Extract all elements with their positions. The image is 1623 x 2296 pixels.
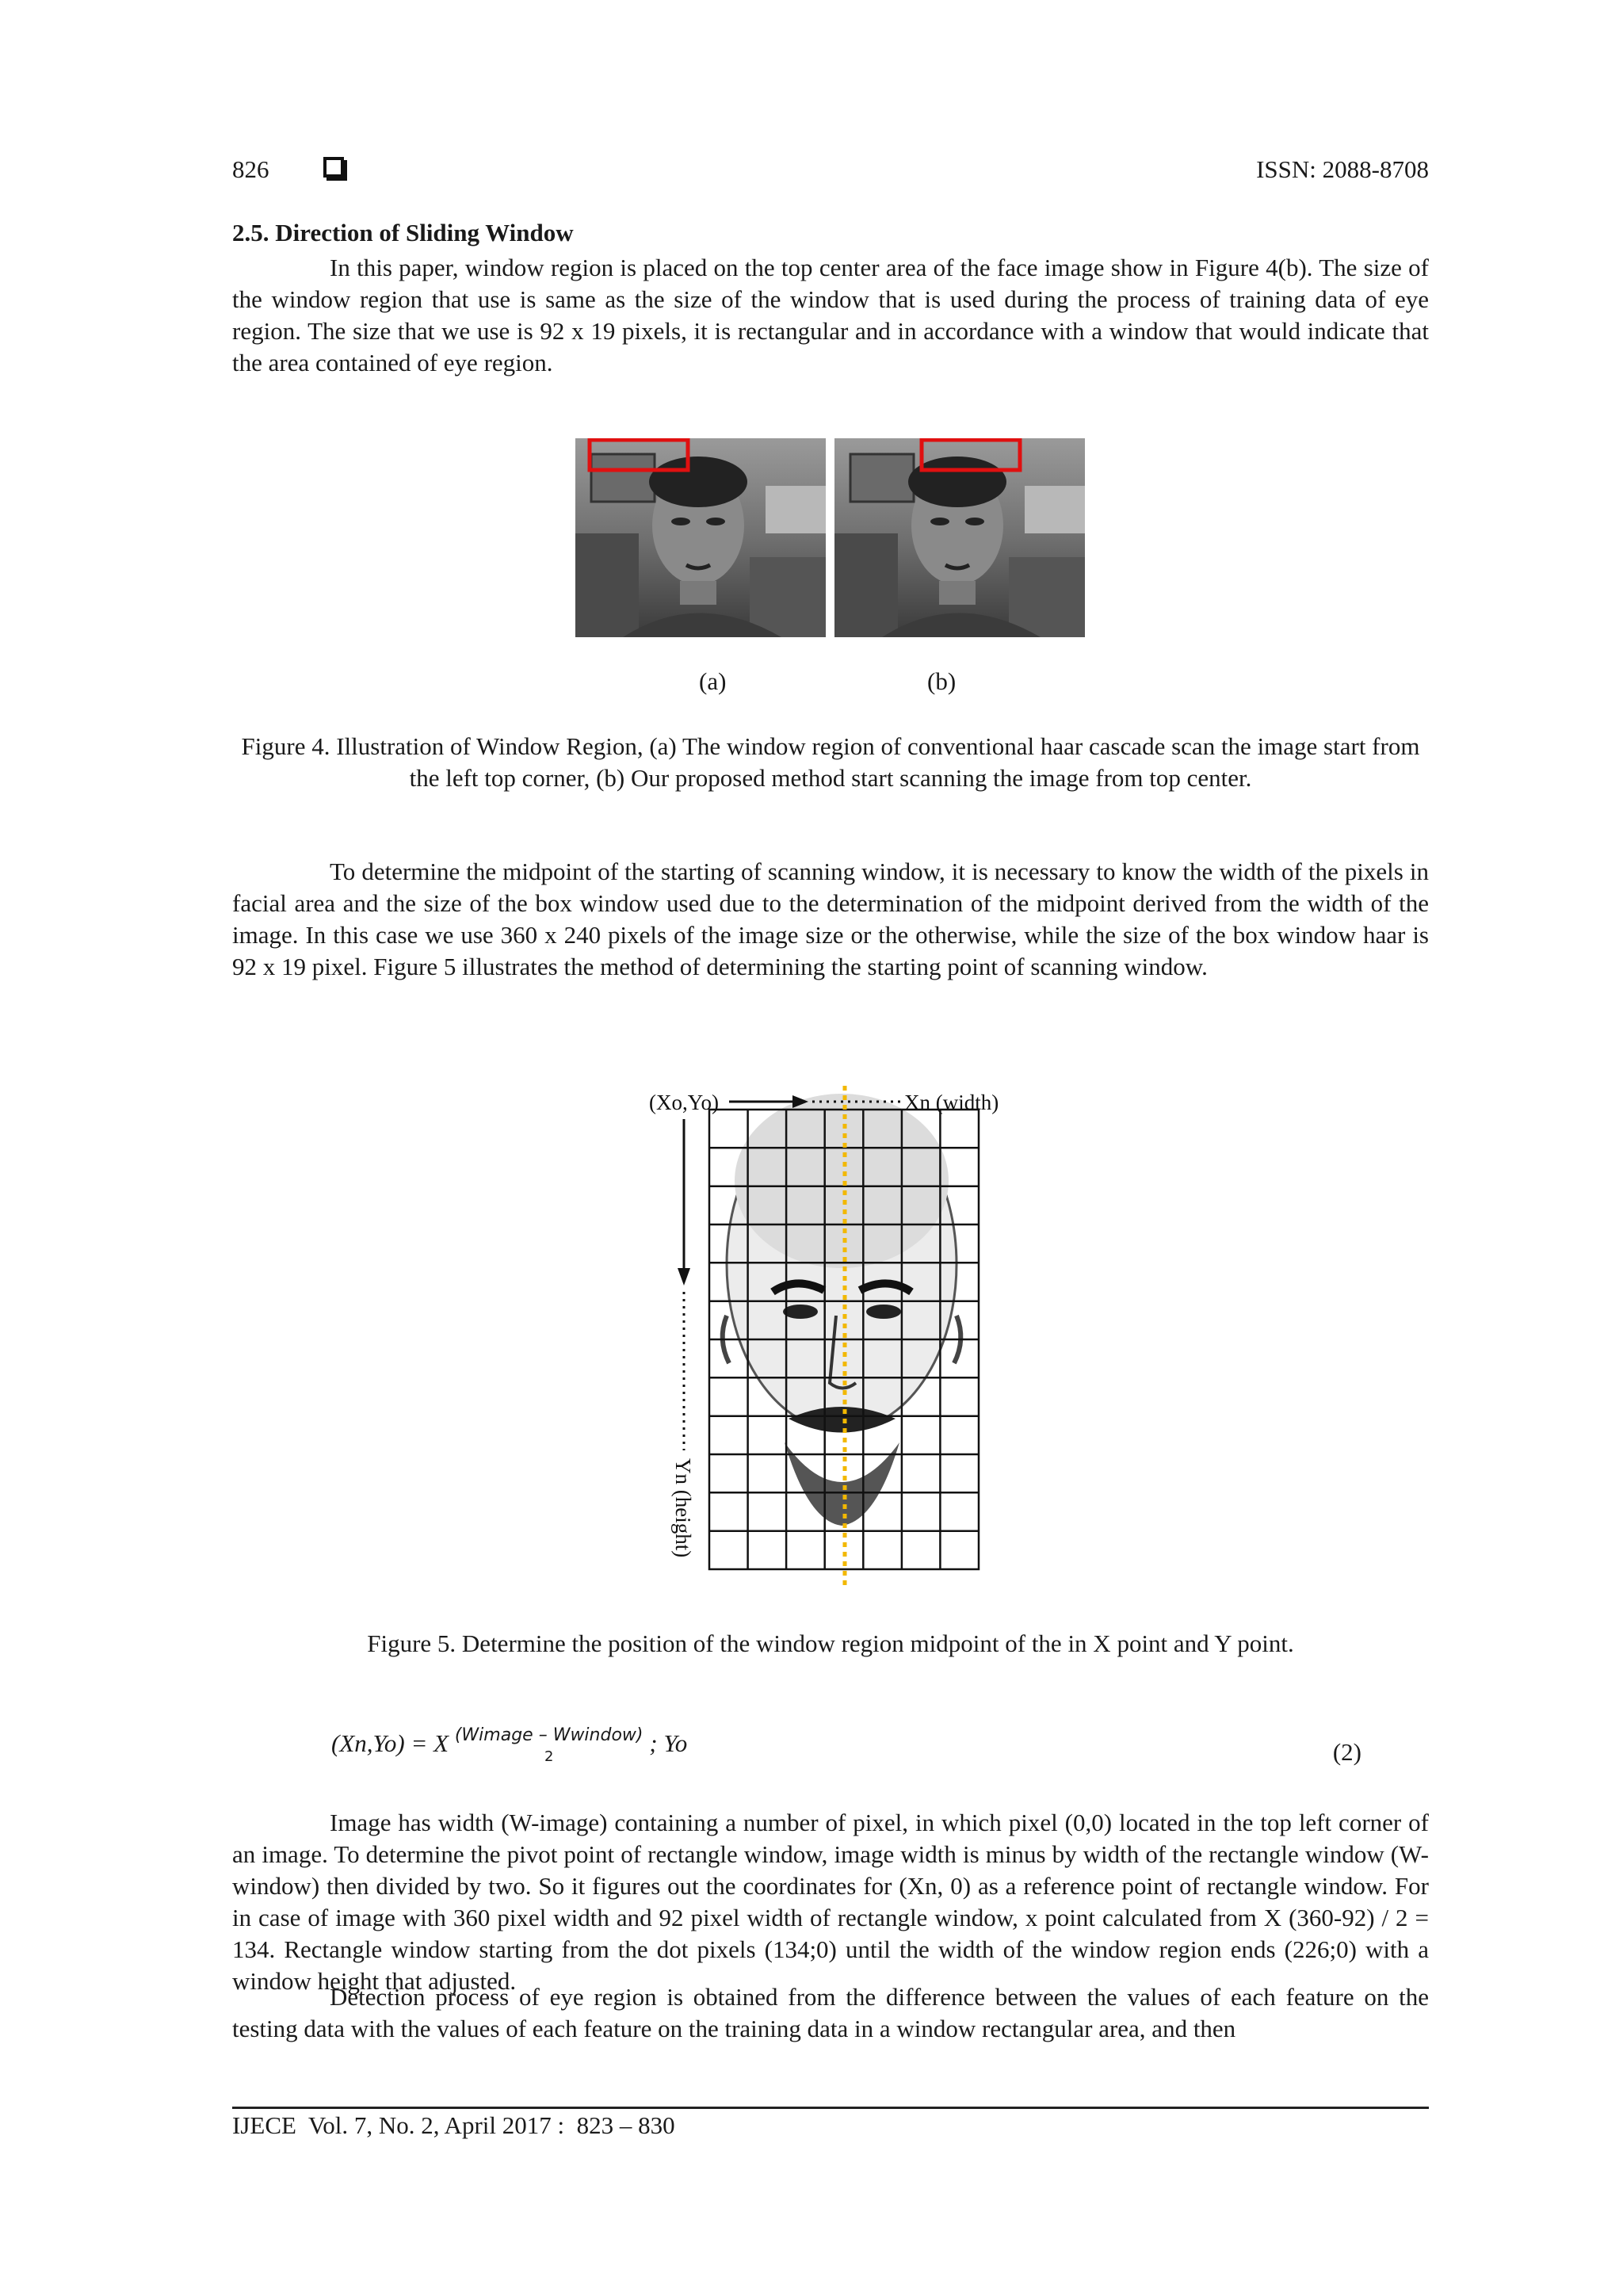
equation-fraction [455,1725,643,1767]
section-heading: 2.5. Direction of Sliding Window [232,219,574,246]
figure5-diagram [646,1078,1018,1601]
paragraph-4: Detection process of eye region is obtained from the difference between the values of each feature on the testing data with the values of each feature on the training data in a window rectangular area, and then [232,1983,1429,2042]
equation-rhs: ; Yo [649,1729,688,1758]
header-box-icon [323,157,344,178]
label-width: Xn (width) [904,1091,999,1114]
equation-number: (2) [1332,1738,1361,1766]
issn: ISSN: 2088-8708 [1256,155,1429,183]
figure4-label-a: (a) [699,667,727,695]
label-height: Yn (height) [671,1458,695,1558]
figure5-caption: Figure 5. Determine the position of the window region midpoint of the in X point and Y point. [367,1629,1294,1657]
figure4-caption: Figure 4. Illustration of Window Region, (a) The window region of conventional haar cascade scan the image start from the left top corner, (b) Our proposed method start scanning the image from top center. [241,732,1420,792]
equation-2 [331,1725,687,1767]
footer-rule [232,2107,1429,2109]
figure4-image-b [834,438,1085,637]
paragraph-2: To determine the midpoint of the starting of scanning window, it is necessary to know the width of the pixels in facial area and the size of the box window used due to the determination of the midpoint derived from the width of the image. In this case we use 360 x 240 pixels of the image size or the otherwise, while the size of the box window haar is 92 x 19 pixel. Figure 5 illustrates the method of determining the starting point of scanning window. [232,858,1429,980]
equation-denominator: 2 [544,1748,554,1765]
page-number: 826 [232,155,269,183]
figure4-label-b: (b) [927,667,957,695]
footer-citation: IJECE Vol. 7, No. 2, April 2017 : 823 – 830 [232,2111,675,2139]
figure4-image-a [575,438,826,637]
arrow-down-icon [678,1268,690,1286]
face-sketch [723,1094,961,1526]
label-origin: (Xo,Yo) [649,1091,720,1114]
paragraph-1: In this paper, window region is placed on the top center area of the face image show in Figure 4(b). The size of the window region that use is same as the size of the window that is used during the process of training data of eye region. The size that we use is 92 x 19 pixels, it is rectangular and in accordance with a window that would indicate that the area contained of eye region. [232,254,1429,376]
paragraph-3: Image has width (W-image) containing a number of pixel, in which pixel (0,0) located in the top left corner of an image. To determine the pivot point of rectangle window, image width is minus by width of the rectangle window (W-window) then divided by two. So it figures out the coordinates for (Xn, 0) as a reference point of rectangle window. For in case of image with 360 pixel width and 92 pixel width of rectangle window, x point calculated from X (360-92) / 2 = 134. Rectangle window starting from the dot pixels (134;0) until the width of the window region ends (226;0) with a window height that adjusted. [232,1809,1429,1995]
equation-lhs: (Xn,Yo) = X [331,1729,449,1758]
equation-numerator: (Wimage – Wwindow) [454,1725,643,1745]
